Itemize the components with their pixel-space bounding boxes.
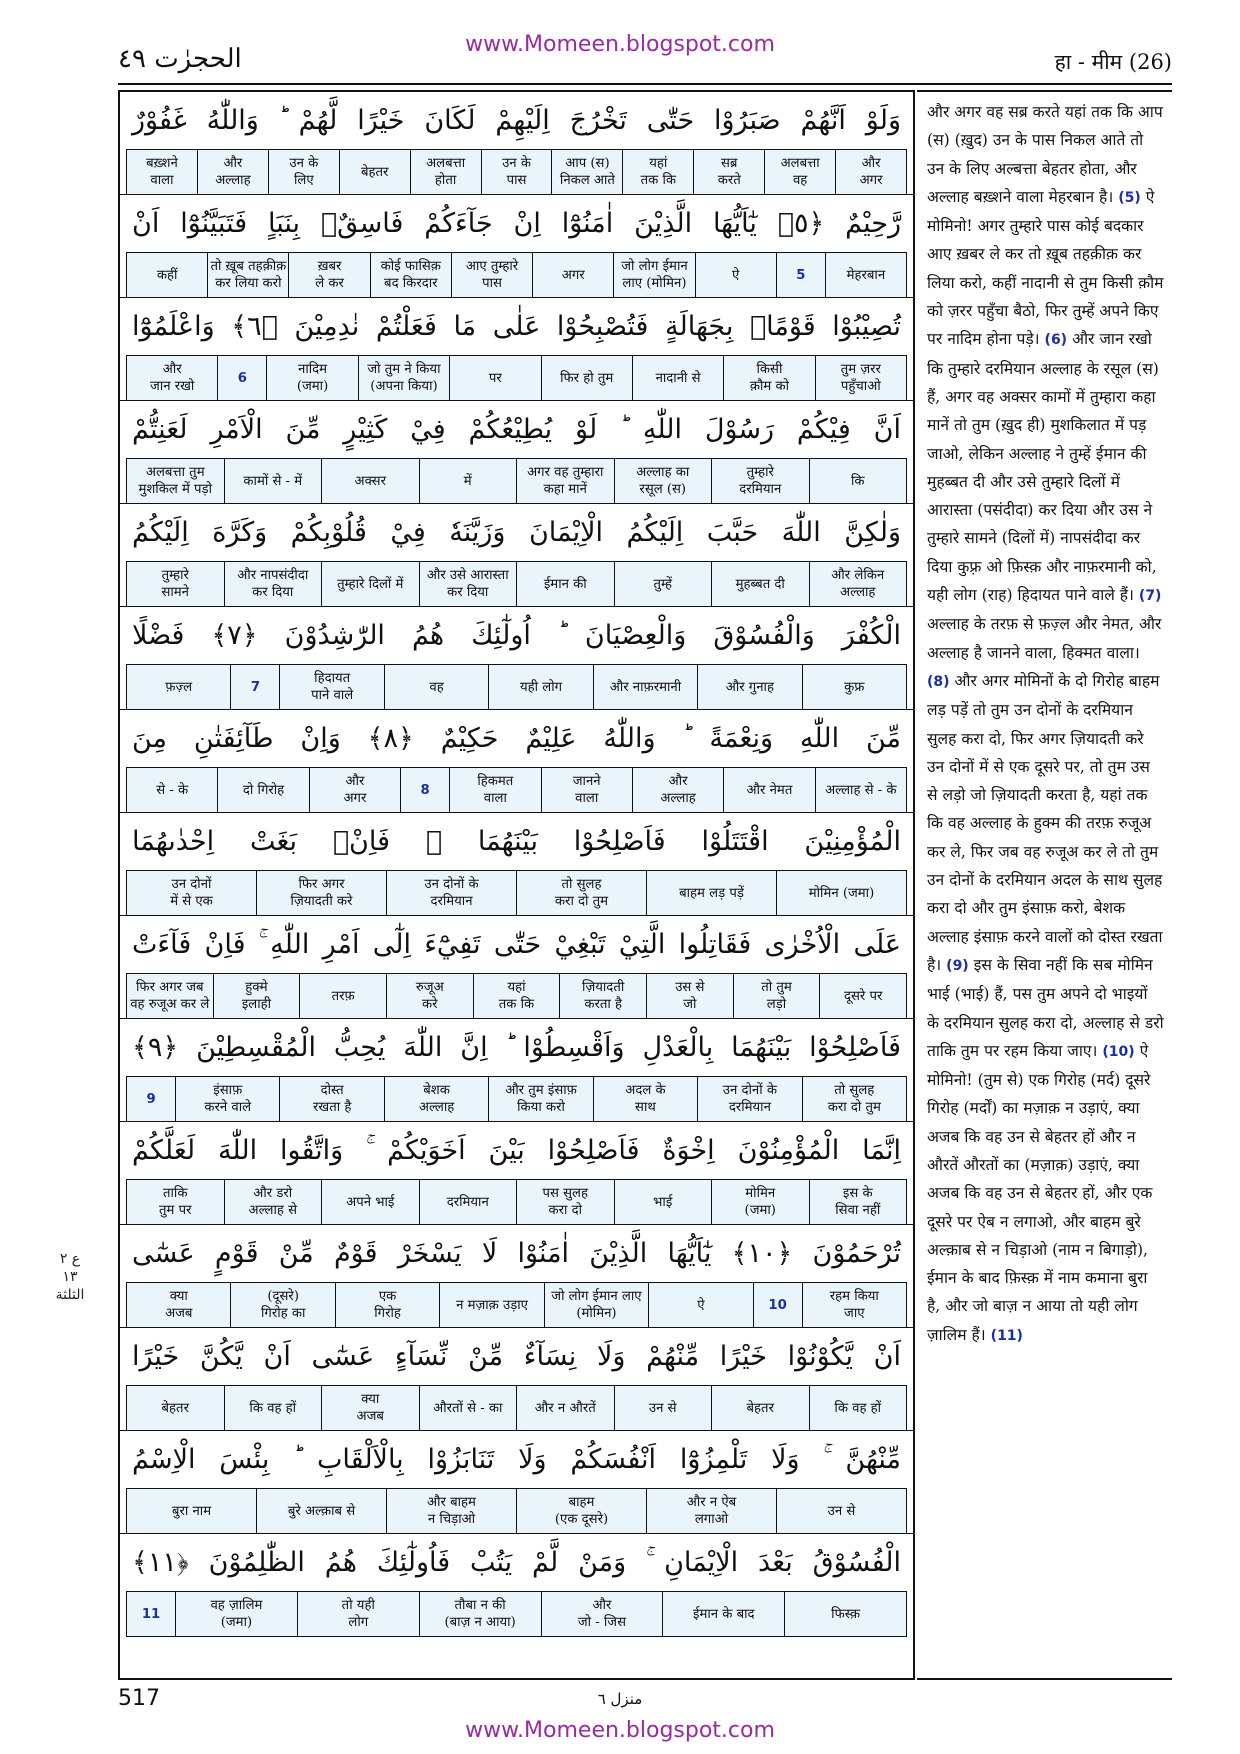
ruku-marker: ع ٢ ١٣ الثلثة xyxy=(55,1251,85,1303)
footer-url[interactable]: www.Momeen.blogspot.com xyxy=(465,1718,775,1743)
verse-row xyxy=(120,1122,913,1225)
arabic-line: فَاَصْلِحُوْا بَيْنَهُمَا بِالْعَدْلِ وَاَقْسِطُوْا ؕ اِنَّ اللّٰهَ يُحِبُّ الْمُقْسِطِيْنَ ﴿٩﴾ xyxy=(132,1032,901,1063)
gloss-cell: वह xyxy=(384,665,488,709)
verse-row xyxy=(120,607,913,710)
translation-verse-number: (9) xyxy=(946,957,969,974)
gloss-cell: अगर वह तुम्हारा कहा मानें xyxy=(516,459,614,503)
translation-verse-number: (11) xyxy=(990,1327,1023,1344)
translation-verse-number: (5) xyxy=(1118,189,1141,206)
word-gloss-row xyxy=(126,1282,907,1328)
gloss-cell: यहां तक कि xyxy=(622,150,693,194)
verse-number: 7 xyxy=(230,665,279,709)
gloss-cell: नादानी से xyxy=(632,356,723,400)
gloss-cell: और न औरतें xyxy=(516,1386,614,1430)
gloss-cell: जो तुम ने किया (अपना किया) xyxy=(358,356,449,400)
gloss-cell: कामों से - में xyxy=(224,459,322,503)
translation-verse: अल्लाह के तरफ़ से फ़ज़्ल और नेमत, और अल्लाह है जानने वाला, हिक्मत वाला। xyxy=(927,615,1162,662)
arabic-line: عَلَى الْاُخْرٰى فَقَاتِلُوا الَّتِيْ تَبْغِيْ حَتّٰى تَفِيْٓءَ اِلٰٓى اَمْرِ اللّٰهِ ۚ فَاِنْ فَآءَتْ xyxy=(132,929,901,960)
gloss-cell: तुम्हारे दिलों में xyxy=(321,562,419,606)
gloss-cell: दूसरे पर xyxy=(819,974,906,1018)
arabic-line: رَّحِيْمٌ ﴿٥﴾ يٰٓاَيُّهَا الَّذِيْنَ اٰمَنُوْٓا اِنْ جَآءَكُمْ فَاسِقٌۢ بِنَبَاٍ فَتَبَيَّنُوْٓا اَنْ xyxy=(132,208,901,239)
gloss-cell: इस के सिवा नहीं xyxy=(809,1180,907,1224)
gloss-cell: उन दोनों के दरमियान xyxy=(386,871,516,915)
word-gloss-row xyxy=(126,355,907,401)
gloss-cell: हिकमत वाला xyxy=(449,768,540,812)
surah-title: الحجرٰت ٤٩ xyxy=(118,44,242,74)
gloss-cell: ऐ xyxy=(695,253,776,297)
gloss-cell: ख़बर ले कर xyxy=(288,253,369,297)
gloss-cell: रुजूअ करे xyxy=(386,974,473,1018)
gloss-cell: उन दोनों में से एक xyxy=(170,877,213,909)
gloss-cell: वह ज़ालिम (जमा) xyxy=(175,1592,297,1636)
gloss-cell: बाहम लड़ पड़ें xyxy=(646,871,776,915)
translation-verse-number: (10) xyxy=(1102,1043,1135,1060)
word-gloss-row xyxy=(126,973,907,1019)
gloss-cell: और नेमत xyxy=(723,768,814,812)
gloss-cell: तो तुम लड़ो xyxy=(733,974,820,1018)
word-gloss-row xyxy=(126,458,907,504)
gloss-cell: एक गिरोह xyxy=(335,1283,439,1327)
gloss-cell: बुरे अल्क़ाब से xyxy=(256,1489,386,1533)
verse-number: 9 xyxy=(146,1091,156,1107)
gloss-cell: औरतों से - का xyxy=(419,1386,517,1430)
verse-row xyxy=(120,813,913,916)
arabic-line: مِّنَ اللّٰهِ وَنِعْمَةً ؕ وَاللّٰهُ عَلِيْمٌ حَكِيْمٌ ﴿٨﴾ وَاِنْ طَآئِفَتٰنِ مِنَ xyxy=(132,723,901,754)
gloss-cell: बेहतर xyxy=(339,150,410,194)
gloss-cell: कि वह हों xyxy=(809,1386,907,1430)
gloss-cell: अल्लाह का रसूल (स) xyxy=(614,459,712,503)
page-number: 517 xyxy=(118,1686,160,1711)
gloss-cell: पर xyxy=(449,356,540,400)
gloss-cell: और जान रखो xyxy=(150,362,195,394)
quran-text-panel xyxy=(118,90,915,1680)
word-gloss-row xyxy=(126,1179,907,1225)
gloss-cell: उन के लिए xyxy=(268,150,339,194)
word-gloss-row xyxy=(126,664,907,710)
verse-number: 11 xyxy=(141,1606,161,1622)
header-rule xyxy=(118,83,1172,85)
translation-verse: इस के सिवा नहीं कि सब मोमिन भाई (भाई) हैं, पस तुम अपने दो भाइयों के दरमियान सुलह करा दो, अल्लाह से डरो ताकि तुम पर रहम किया जाए। xyxy=(927,955,1164,1060)
gloss-cell: मोमिन (जमा) xyxy=(711,1180,809,1224)
verse-row xyxy=(120,401,913,504)
gloss-cell: और न ऐब लगाओ xyxy=(646,1489,776,1533)
gloss-cell: कहीं xyxy=(156,267,178,283)
gloss-cell: आप (स) निकल आते xyxy=(551,150,622,194)
arabic-line: تُرْحَمُوْنَ ﴿١٠﴾ يٰٓاَيُّهَا الَّذِيْنَ اٰمَنُوْا لَا يَسْخَرْ قَوْمٌ مِّنْ قَوْمٍ عَسٰٓى xyxy=(132,1238,901,1269)
gloss-cell: रहम किया जाए xyxy=(802,1283,906,1327)
gloss-cell: फिस्क़ xyxy=(784,1592,906,1636)
word-gloss-row xyxy=(126,561,907,607)
gloss-cell: बेहतर xyxy=(711,1386,809,1430)
verse-row xyxy=(120,1534,913,1637)
gloss-cell: कि xyxy=(809,459,907,503)
word-gloss-row xyxy=(126,1076,907,1122)
gloss-cell: अल्लाह से - के xyxy=(815,768,906,812)
gloss-cell: दोस्त रखता है xyxy=(279,1077,383,1121)
gloss-cell: मेहरबान xyxy=(825,253,906,297)
juz-title: हा - मीम (26) xyxy=(1054,50,1172,74)
gloss-cell: हुक्मे इलाही xyxy=(213,974,300,1018)
gloss-cell: और बाहम न चिड़ाओ xyxy=(386,1489,516,1533)
gloss-cell: तरफ़ xyxy=(299,974,386,1018)
gloss-cell: नादिम (जमा) xyxy=(266,356,357,400)
translation-panel xyxy=(917,90,1172,1680)
gloss-cell: दरमियान xyxy=(419,1180,517,1224)
gloss-cell: सब्र करते xyxy=(693,150,764,194)
gloss-cell: अलबत्ता वह xyxy=(764,150,835,194)
word-gloss-row xyxy=(126,252,907,298)
arabic-line: تُصِيْبُوْا قَوْمًاۢ بِجَهَالَةٍ فَتُصْبِحُوْا عَلٰى مَا فَعَلْتُمْ نٰدِمِيْنَ ﴿٦﴾ وَاعْلَمُوْٓا xyxy=(132,311,901,342)
arabic-line: وَلٰكِنَّ اللّٰهَ حَبَّبَ اِلَيْكُمُ الْاِيْمَانَ وَزَيَّنَهٗ فِيْ قُلُوْبِكُمْ وَكَرَّهَ اِلَيْكُمُ xyxy=(132,517,901,548)
arabic-line: الْفُسُوْقُ بَعْدَ الْاِيْمَانِ ۚ وَمَنْ لَّمْ يَتُبْ فَاُولٰٓئِكَ هُمُ الظّٰلِمُوْنَ ﴿١١﴾ xyxy=(132,1547,901,1578)
verse-row xyxy=(120,916,913,1019)
gloss-cell: जो लोग ईमान लाए (मोमिन) xyxy=(613,253,694,297)
gloss-cell: उन से xyxy=(776,1489,906,1533)
gloss-cell: फ़ज़्ल xyxy=(165,679,193,695)
translation-verse-number: (6) xyxy=(1044,332,1068,349)
gloss-cell: बख़्शने वाला xyxy=(146,156,178,188)
gloss-cell: मुहब्बत दी xyxy=(711,562,809,606)
gloss-cell: दो गिरोह xyxy=(217,768,308,812)
gloss-cell: फिर अगर ज़ियादती करे xyxy=(256,871,386,915)
gloss-cell: और जो - जिस xyxy=(541,1592,663,1636)
gloss-cell: और अल्लाह xyxy=(632,768,723,812)
gloss-cell: क्या अजब xyxy=(165,1289,193,1321)
translation-verse: ऐ मोमिनो! अगर तुम्हारे पास कोई बदकार आए ख़बर ले कर तो ख़ूब तहक़ीक़ कर लिया करो, कहीं नादानी से तुम किसी क़ौम को ज़रर पहुँचा बैठो, फिर तुम्हें अपने किए पर नादिम होना पड़े। xyxy=(927,187,1164,349)
gloss-cell: पस सुलह करा दो xyxy=(516,1180,614,1224)
word-gloss-row xyxy=(126,1488,907,1534)
gloss-cell: तुम्हारे सामने xyxy=(161,568,190,600)
gloss-cell: यहां तक कि xyxy=(473,974,560,1018)
gloss-cell: उन से xyxy=(614,1386,712,1430)
gloss-cell: तो ख़ूब तहक़ीक़ कर लिया करो xyxy=(207,253,288,297)
verse-row xyxy=(120,1225,913,1328)
verse-row xyxy=(120,92,913,195)
gloss-cell: उन के पास xyxy=(481,150,552,194)
verse-row xyxy=(120,1431,913,1534)
gloss-cell: और तुम इंसाफ़ किया करो xyxy=(488,1077,592,1121)
gloss-cell: और अगर xyxy=(309,768,400,812)
gloss-cell: आए तुम्हारे पास xyxy=(451,253,532,297)
gloss-cell: बुरा नाम xyxy=(171,1503,212,1519)
gloss-cell: क्या अजब xyxy=(321,1386,419,1430)
gloss-cell: में xyxy=(419,459,517,503)
manzil-label: منزل ٦ xyxy=(597,1690,643,1708)
arabic-line: مِّنْهُنَّ ۚ وَلَا تَلْمِزُوْٓا اَنْفُسَكُمْ وَلَا تَنَابَزُوْا بِالْاَلْقَابِ ؕ بِئْسَ الْاِسْمُ xyxy=(132,1444,901,1475)
arabic-line: اَنَّ فِيْكُمْ رَسُوْلَ اللّٰهِ ؕ لَوْ يُطِيْعُكُمْ فِيْ كَثِيْرٍ مِّنَ الْاَمْرِ لَعَنِتُّمْ xyxy=(132,414,901,445)
gloss-cell: अगर xyxy=(532,253,613,297)
gloss-cell: और नापसंदीदा कर दिया xyxy=(224,562,322,606)
verse-row xyxy=(120,1328,913,1431)
arabic-line: الْمُؤْمِنِيْنَ اقْتَتَلُوْا فَاَصْلِحُوْا بَيْنَهُمَا ۚ فَاِنْۢ بَغَتْ اِحْدٰىهُمَا xyxy=(132,826,901,857)
translation-verse-number: (7) xyxy=(1138,588,1162,605)
gloss-cell: बेशक अल्लाह xyxy=(384,1077,488,1121)
gloss-cell: ईमान के बाद xyxy=(662,1592,784,1636)
gloss-cell: जो लोग ईमान लाए (मोमिन) xyxy=(544,1283,648,1327)
gloss-cell: किसी क़ौम को xyxy=(723,356,814,400)
gloss-cell: ताकि तुम पर xyxy=(159,1186,192,1218)
gloss-cell: हिदायत पाने वाले xyxy=(279,665,383,709)
arabic-line: وَلَوْ اَنَّهُمْ صَبَرُوْا حَتّٰى تَخْرُجَ اِلَيْهِمْ لَكَانَ خَيْرًا لَّهُمْ ؕ وَاللّٰهُ غَفُوْرٌ xyxy=(132,105,901,136)
translation-verse: और अगर मोमिनों के दो गिरोह बाहम लड़ पड़ें तो तुम उन दोनों के दरमियान सुलह करा दो, फिर अगर ज़ियादती करे उन दोनों में से एक दूसरे पर, तो तुम उस से लड़ो जो ज़ियादती करता है, यहां तक कि वह अल्लाह के हुक्म की तरफ़ रुजूअ कर ले, फिर जब वह रुजूअ कर ले तो तुम उन दोनों के दरमियान अदल के साथ सुलह करा दो और तुम इंसाफ़ करो, बेशक अल्लाह इंसाफ़ करने वालों को दोस्त रखता है। xyxy=(927,671,1163,974)
word-gloss-row xyxy=(126,1591,907,1637)
gloss-cell: अदल के साथ xyxy=(593,1077,697,1121)
gloss-cell: यही लोग xyxy=(488,665,592,709)
word-gloss-row xyxy=(126,767,907,813)
gloss-cell: अलबत्ता तुम मुशकिल में पड़ो xyxy=(138,465,213,497)
gloss-cell: उन दोनों के दरमियान xyxy=(697,1077,801,1121)
gloss-cell: ज़ियादती करता है xyxy=(559,974,646,1018)
word-gloss-row xyxy=(126,149,907,195)
word-gloss-row xyxy=(126,1385,907,1431)
gloss-cell: उस से जो xyxy=(646,974,733,1018)
gloss-cell: बाहम (एक दूसरे) xyxy=(516,1489,646,1533)
gloss-cell: न मज़ाक़ उड़ाए xyxy=(439,1283,543,1327)
translation-verse-number: (8) xyxy=(927,673,950,690)
gloss-cell: मोमिन (जमा) xyxy=(776,871,906,915)
gloss-cell: तो यही लोग xyxy=(297,1592,419,1636)
gloss-cell: बेहतर xyxy=(161,1400,189,1416)
gloss-cell: तुम ज़रर पहुँचाओ xyxy=(815,356,906,400)
gloss-cell: कि वह हों xyxy=(224,1386,322,1430)
gloss-cell: और गुनाह xyxy=(697,665,801,709)
gloss-cell: और नाफ़रमानी xyxy=(593,665,697,709)
gloss-cell: तुम्हारे दरमियान xyxy=(711,459,809,503)
translation-verse: ऐ मोमिनो! (तुम से) एक गिरोह (मर्द) दूसरे गिरोह (मर्दों) का मज़ाक़ न उड़ाएं, क्या अजब कि वह उन से बेहतर हों और न औरतें औरतों का (मज़ाक़) उड़ाएं, क्या अजब कि वह उन से बेहतर हों, और एक दूसरे पर ऐब न लगाओ, और बाहम बुरे अल्क़ाब से न चिड़ाओ (नाम न बिगाड़ो), ईमान के बाद फ़िस्क़ में नाम कमाना बुरा है, और जो बाज़ न आया तो यही लोग ज़ालिम हैं। xyxy=(927,1041,1153,1344)
header-url[interactable]: www.Momeen.blogspot.com xyxy=(465,32,775,57)
verse-row xyxy=(120,1019,913,1122)
word-gloss-row xyxy=(126,870,907,916)
verse-number: 6 xyxy=(217,356,266,400)
gloss-cell: कुफ्र xyxy=(802,665,906,709)
translation-text xyxy=(917,92,1172,1350)
verse-number: 5 xyxy=(776,253,825,297)
gloss-cell: अक्सर xyxy=(321,459,419,503)
gloss-cell: (दूसरे) गिरोह का xyxy=(230,1283,334,1327)
gloss-cell: अलबत्ता होता xyxy=(410,150,481,194)
gloss-cell: तुम्हें xyxy=(614,562,712,606)
gloss-cell: और डरो अल्लाह से xyxy=(224,1180,322,1224)
arabic-line: الْكُفْرَ وَالْفُسُوْقَ وَالْعِصْيَانَ ؕ اُولٰٓئِكَ هُمُ الرّٰشِدُوْنَ ﴿٧﴾ فَضْلًا xyxy=(132,620,901,651)
gloss-cell: ईमान की xyxy=(516,562,614,606)
gloss-cell: फिर अगर जब वह रुजूअ कर ले xyxy=(130,980,210,1012)
gloss-cell: और अगर xyxy=(835,150,906,194)
arabic-line: اِنَّمَا الْمُؤْمِنُوْنَ اِخْوَةٌ فَاَصْلِحُوْا بَيْنَ اَخَوَيْكُمْ ۚ وَاتَّقُوا اللّٰهَ لَعَلَّكُمْ xyxy=(132,1135,901,1166)
gloss-cell: से - के xyxy=(156,782,189,798)
verse-row xyxy=(120,195,913,298)
gloss-cell: और उसे आरास्ता कर दिया xyxy=(419,562,517,606)
gloss-cell: तो सुलह करा दो तुम xyxy=(802,1077,906,1121)
gloss-cell: तौबा न की (बाज़ न आया) xyxy=(419,1592,541,1636)
gloss-cell: कोई फासिक़ बद किरदार xyxy=(370,253,451,297)
translation-verse: और जान रखो कि तुम्हारे दरमियान अल्लाह के रसूल (स) हैं, अगर वह अक्सर कामों में तुम्हारा कहा मानें तो तुम (ख़ुद ही) मुशकिलात में पड़ जाओ, लेकिन अल्लाह ने तुम्हें ईमान की मुहब्बत दी और उसे तुम्हारे दिलों में आरास्ता (पसंदीदा) कर दिया और उस ने तुम्हारे सामने (दिलों में) नापसंदीदा कर दिया कुफ़्र ओ फ़िस्क़ और नाफ़रमानी को, यही लोग (राह) हिदायत पाने वाले हैं। xyxy=(927,330,1159,605)
arabic-line: اَنْ يَّكُوْنُوْا خَيْرًا مِّنْهُمْ وَلَا نِسَآءٌ مِّنْ نِّسَآءٍ عَسٰٓى اَنْ يَّكُنَّ خَيْرًا xyxy=(132,1341,901,1372)
gloss-cell: भाई xyxy=(614,1180,712,1224)
verse-row xyxy=(120,710,913,813)
gloss-cell: और लेकिन अल्लाह xyxy=(809,562,907,606)
verse-row xyxy=(120,504,913,607)
gloss-cell: इंसाफ़ करने वाले xyxy=(175,1077,279,1121)
gloss-cell: फिर हो तुम xyxy=(541,356,632,400)
verse-row xyxy=(120,298,913,401)
gloss-cell: अपने भाई xyxy=(321,1180,419,1224)
gloss-cell: जानने वाला xyxy=(541,768,632,812)
gloss-cell: और अल्लाह xyxy=(197,150,268,194)
verse-number: 8 xyxy=(400,768,449,812)
gloss-cell: ऐ xyxy=(648,1283,752,1327)
gloss-cell: तो सुलह करा दो तुम xyxy=(516,871,646,915)
verse-number: 10 xyxy=(753,1283,802,1327)
translation-verse: और अगर वह सब्र करते यहां तक कि आप (स) (ख़ुद) उन के पास निकल आते तो उन के लिए अल्बत्ता बेहतर होता, और अल्लाह बख़्शने वाला मेहरबान है। xyxy=(927,103,1163,206)
